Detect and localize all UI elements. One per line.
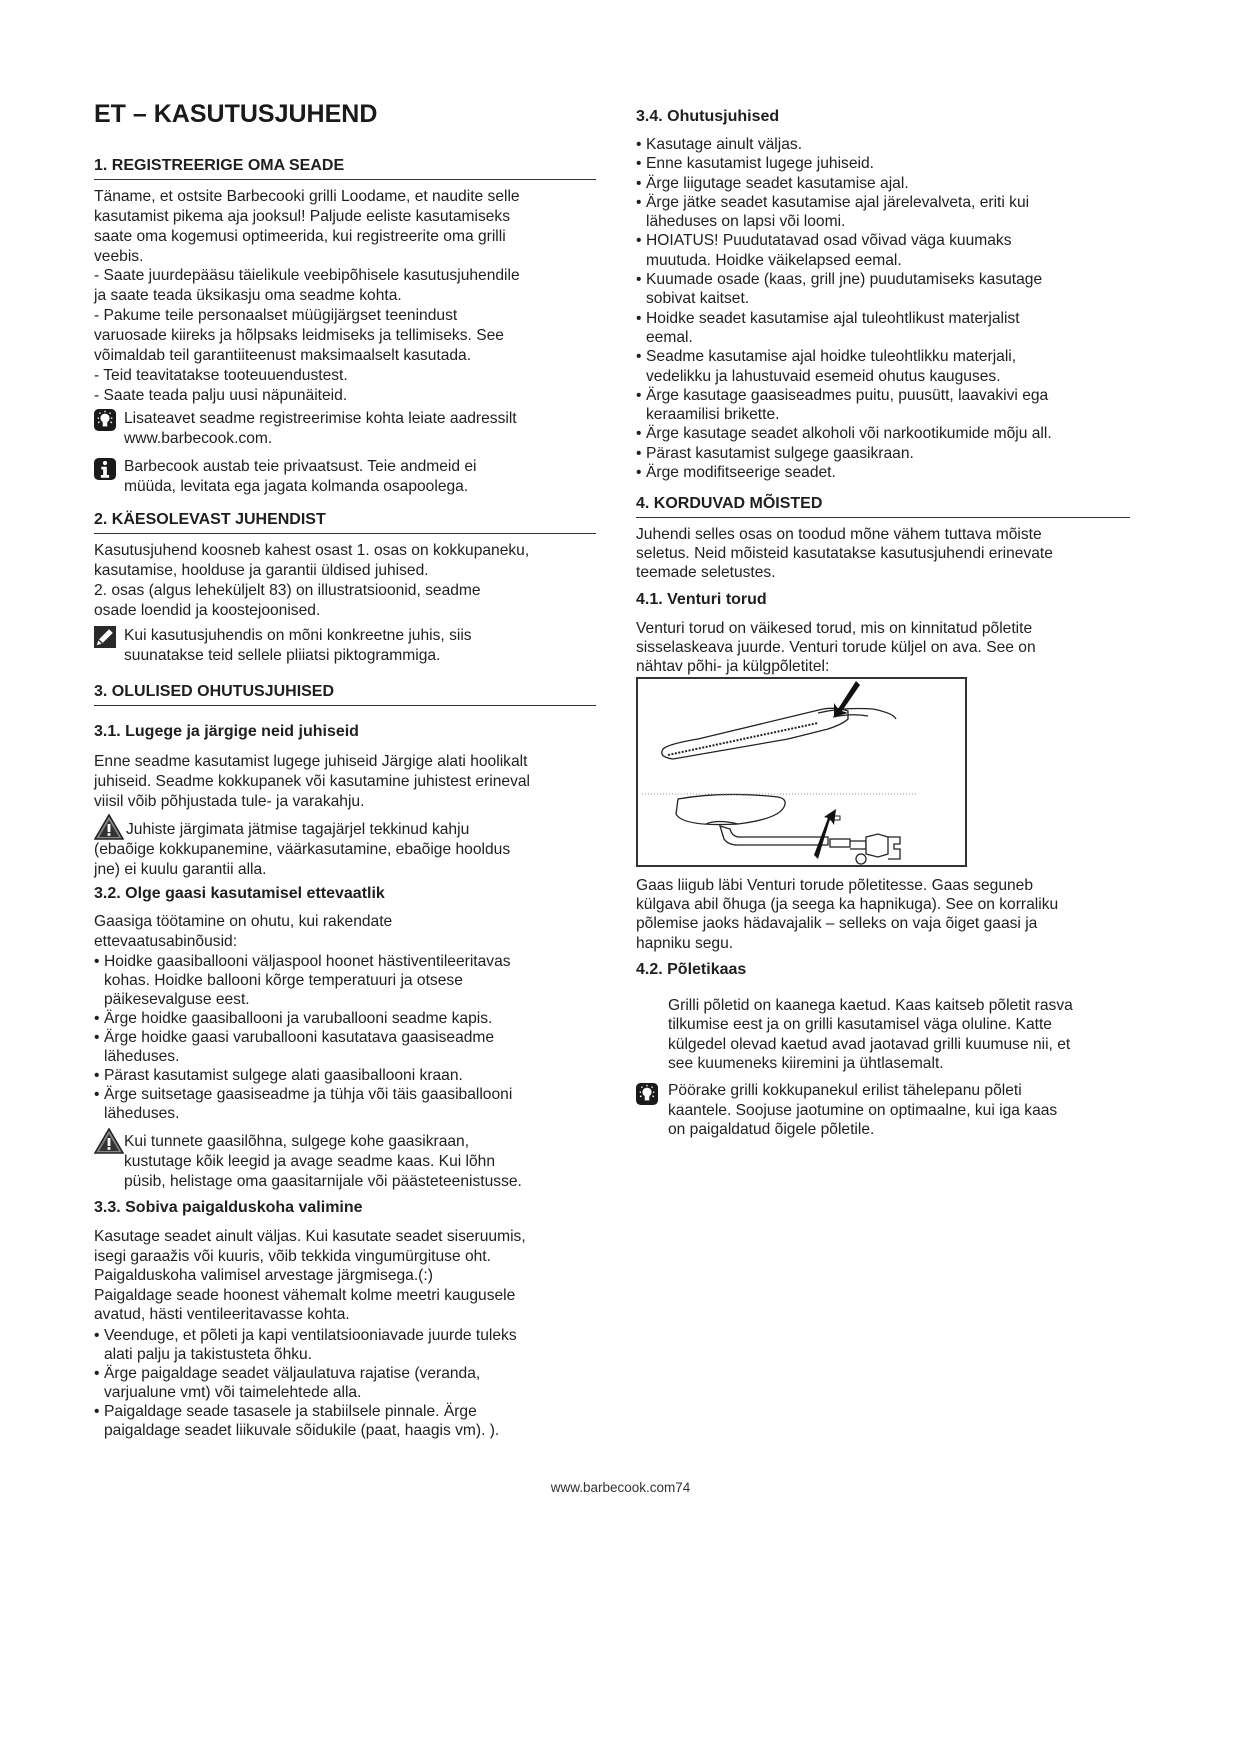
- section-4-1-heading: 4.1. Venturi torud: [636, 591, 767, 608]
- warranty-warning: [94, 820, 510, 880]
- list-item: • Ärge liigutage seadet kasutamise ajal.: [636, 174, 909, 192]
- list-item: • Seadme kasutamise ajal hoidke tuleohtlikku materjali, vedelikku ja lahustuvaid esemeid ohutus kauguses.: [636, 348, 1017, 385]
- list-item: • HOIATUS! Puudutatavad osad võivad väga kuumaks muutuda. Hoidke väikelapsed eemal.: [636, 232, 1012, 269]
- note-text: Barbecook austab teie privaatsust. Teie andmeid ei müüda, levitata ega jagata kolmanda osapoolega.: [124, 458, 477, 495]
- section-4-1-text: Venturi torud on väikesed torud, mis on kinnitatud põletite sisselaskeava juurde. Venturi torude küljel on ava. See on nähtav põhi- ja külgpõletitel:: [636, 620, 1036, 675]
- list-item: - Teid teavitatakse tooteuuendustest.: [94, 367, 348, 384]
- burner-cap-tip: [636, 1081, 1057, 1140]
- list-item: - Pakume teile personaalset müügijärgset teenindust varuosade kiireks ja hõlpsaks leidmiseks ja tellimiseks. See võimaldab teil garantiiteenust maksimaalselt kasutada.: [94, 307, 504, 364]
- section-4-2-heading: 4.2. Põletikaas: [636, 961, 747, 978]
- page-title: ET – KASUTUSJUHEND: [94, 100, 378, 128]
- list-item: • Kuumade osade (kaas, grill jne) puudutamiseks kasutage sobivat kaitset.: [636, 271, 1043, 308]
- location-list: [94, 1326, 517, 1440]
- section-3-2-heading: 3.2. Olge gaasi kasutamisel ettevaatlik: [94, 885, 385, 902]
- list-item: • Hoidke gaasiballooni väljaspool hoonet hästiventileeritavas kohas. Hoidke ballooni kõrge temperatuuri ja otsese päikesevalguse eest.: [94, 953, 511, 1008]
- list-item: • Ärge kasutage gaasiseadmes puitu, puusütt, laavakivi ega keraamilisi brikette.: [636, 386, 1049, 424]
- page-footer: www.barbecook.com74: [550, 1480, 691, 1495]
- section-4-1-text-2: Gaas liigub läbi Venturi torude põletitesse. Gaas seguneb külgava abil õhuga (ja seega ka hapnikuga). See on korraliku põlemise jaoks hädavajalik – selleks on vaja õiget gaasi ja hapniku segu.: [636, 877, 1059, 952]
- note-text: Lisateavet seadme registreerimise kohta leiate aadressilt www.barbecook.com.: [124, 410, 517, 447]
- section-3-1-heading: 3.1. Lugege ja järgige neid juhiseid: [94, 723, 359, 740]
- arrow-bottom: [814, 809, 836, 859]
- warning-icon: [94, 814, 124, 840]
- list-item: - Saate teada palju uusi näpunäiteid.: [94, 387, 348, 404]
- info-icon: [94, 457, 124, 477]
- list-item: • Ärge jätke seadet kasutamise ajal järelevalveta, eriti kui läheduses on lapsi või loomi.: [636, 193, 1030, 231]
- list-item: - Saate juurdepääsu täielikule veebipõhisele kasutusjuhendile ja saate teada üksikasju oma seadme kohta.: [94, 267, 520, 304]
- section-1-heading: 1. REGISTREERIGE OMA SEADE: [94, 156, 596, 180]
- gas-smell-warning: [94, 1132, 522, 1192]
- section-3-heading: 3. OLULISED OHUTUSJUHISED: [94, 682, 596, 706]
- list-item: • Pärast kasutamist sulgege gaasikraan.: [636, 444, 914, 462]
- venturi-tubes-illustration: [636, 677, 967, 867]
- pencil-icon: [94, 626, 124, 646]
- pencil-note: [94, 626, 472, 666]
- section-3-3-text: Kasutage seadet ainult väljas. Kui kasutate seadet siseruumis, isegi garaažis või kuuris, võib tekkida vingumürgituse oht. Paigalduskoha valimisel arvestage järgmisega.(:) Paigaldage seade hoonest vähemalt kolme meetri kaugusele avatud, hästi ventileeritavasse kohta.: [94, 1228, 526, 1324]
- lightbulb-icon: [94, 409, 124, 429]
- list-item: • Paigaldage seade tasasele ja stabiilsele pinnale. Ärge paigaldage seadet liikuvale sõidukile (paat, haagis vm). ).: [94, 1403, 500, 1439]
- privacy-info-note: [94, 457, 477, 497]
- gas-safety-list: [94, 952, 512, 1123]
- list-item: • Ärge paigaldage seadet väljaulatuva rajatise (veranda, varjualune vmt) või taimelehtede alla.: [94, 1365, 481, 1401]
- note-text: Pöörake grilli kokkupanekul erilist tähelepanu põleti kaantele. Soojuse jaotumine on optimaalne, kui iga kaas on paigaldatud õigele põletile.: [668, 1082, 1058, 1139]
- section-2-text: Kasutusjuhend koosneb kahest osast 1. osas on kokkupaneku, kasutamise, hoolduse ja garantii üldised juhised. 2. osas (algus leheküljelt 83) on illustratsioonid, seadme osade loendid ja koostejoonised.: [94, 542, 530, 619]
- list-item: • Hoidke seadet kasutamise ajal tuleohtlikust materjalist eemal.: [636, 309, 1020, 346]
- safety-instructions-list: [636, 135, 1052, 482]
- list-item: • Ärge kasutage seadet alkoholi või narkootikumide mõju all.: [636, 425, 1052, 443]
- list-item: • Ärge modifitseerige seadet.: [636, 464, 836, 482]
- list-item: • Ärge hoidke gaasiballooni ja varuballooni seadme kapis.: [94, 1010, 493, 1027]
- section-4-heading: 4. KORDUVAD MÕISTED: [636, 494, 1130, 518]
- section-3-3-heading: 3.3. Sobiva paigalduskoha valimine: [94, 1199, 363, 1216]
- section-4-text: Juhendi selles osas on toodud mõne vähem tuttava mõiste seletus. Neid mõisteid kasutatakse kasutusjuhendi erinevate teemade seletustes.: [636, 526, 1053, 581]
- section-1-benefits-list: [94, 266, 520, 406]
- list-item: • Enne kasutamist lugege juhiseid.: [636, 155, 874, 173]
- list-item: • Ärge suitsetage gaasiseadme ja tühja või täis gaasiballooni läheduses.: [94, 1086, 513, 1122]
- note-text: Kui tunnete gaasilõhna, sulgege kohe gaasikraan, kustutage kõik leegid ja avage seadme kaas. Kui lõhn püsib, helistage oma gaasitarnijale või päästeteenistusse.: [124, 1133, 522, 1190]
- list-item: • Kasutage ainult väljas.: [636, 136, 803, 153]
- note-text: Kui kasutusjuhendis on mõni konkreetne juhis, siis suunatakse teid sellele pliiatsi piktogrammiga.: [124, 627, 472, 664]
- warning-icon: [94, 1132, 124, 1152]
- list-item: • Ärge hoidke gaasi varuballooni kasutatava gaasiseadme läheduses.: [94, 1029, 495, 1065]
- registration-tip-note: [94, 409, 517, 449]
- section-4-2-text: Grilli põletid on kaanega kaetud. Kaas kaitseb põletit rasva tilkumise eest ja on grilli kasutamisel väga oluline. Katte külgedel olevad kaetud avad jaotavad grilli kuumuse nii, et see kuumeneks kiiremini ja ühtlasemalt.: [668, 997, 1073, 1073]
- lightbulb-icon: [636, 1081, 668, 1101]
- list-item: • Veenduge, et põleti ja kapi ventilatsiooniavade juurde tuleks alati palju ja takistusteta õhku.: [94, 1327, 517, 1363]
- list-item: • Pärast kasutamist sulgege alati gaasiballooni kraan.: [94, 1067, 463, 1084]
- warning-text: (ebaõige kokkupanemine, väärkasutamine, ebaõige hooldus jne) ei kuulu garantii alla.: [94, 841, 511, 878]
- section-1-intro: Täname, et ostsite Barbecooki grilli Loodame, et naudite selle kasutamist pikema aja jooksul! Paljude eeliste kasutamiseks saate oma kogemusi optimeerida, kui registreerite oma grilli veebis.: [94, 188, 520, 265]
- warning-text: Juhiste järgimata jätmise tagajärjel tekkinud kahju: [126, 821, 470, 838]
- section-3-4-heading: 3.4. Ohutusjuhised: [636, 108, 780, 125]
- section-3-1-text: Enne seadme kasutamist lugege juhiseid Järgige alati hoolikalt juhiseid. Seadme kokkupanek või kasutamine juhistest erineval viisil võib põhjustada tule- ja varakahju.: [94, 753, 531, 810]
- section-2-heading: 2. KÄESOLEVAST JUHENDIST: [94, 510, 596, 534]
- section-3-2-text: Gaasiga töötamine on ohutu, kui rakendate ettevaatusabinõusid:: [94, 913, 393, 950]
